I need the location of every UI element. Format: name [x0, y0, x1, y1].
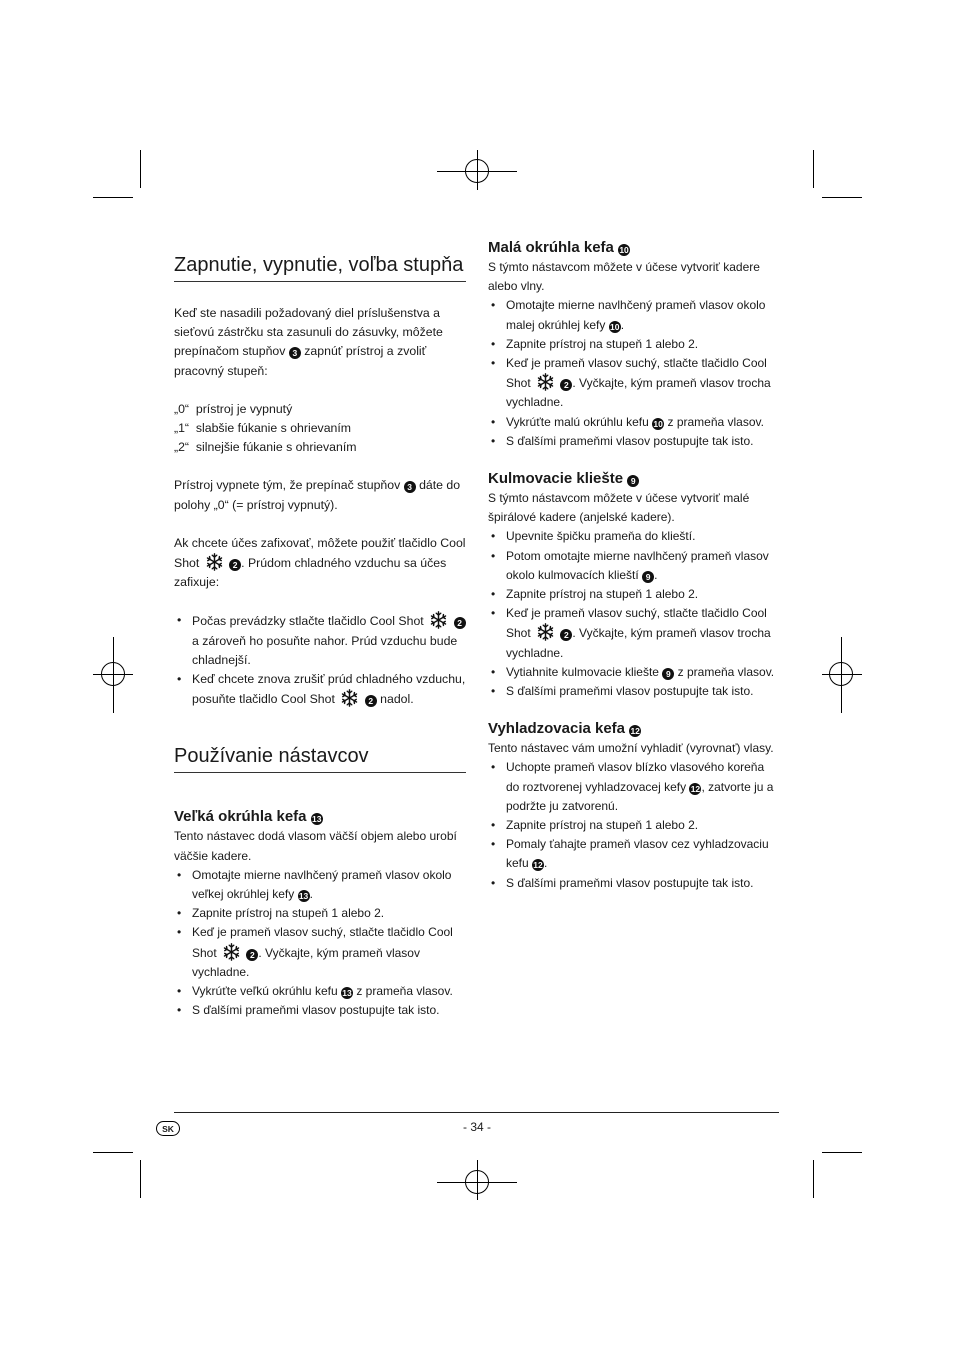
list-item: • Keď je prameň vlasov suchý, stlačte tlačidlo Cool Shot 2 . Vyčkajte, kým prameň vlasov trocha vychladne.: [488, 354, 780, 413]
part-number-badge: 13: [342, 988, 352, 999]
part-number-badge: 2: [454, 617, 466, 629]
subsection-title: Vyhladzovacia kefa 12: [488, 720, 640, 738]
left-column: [174, 255, 466, 1020]
list-item: • Počas prevádzky stlačte tlačidlo Cool Shot 2 a zároveň ho posuňte nahor. Prúd vzduchu bude chladnejší.: [174, 611, 466, 670]
list-item: • S ďalšími prameňmi vlasov postupujte tak isto.: [174, 1001, 466, 1020]
section-title-attachments: Používanie nástavcov: [174, 746, 466, 773]
power-off-text: Prístroj vypnete tým, že prepínač stupňov 3 dáte do polohy „0“ (= prístroj vypnutý).: [174, 478, 461, 512]
cool-shot-list: [174, 611, 466, 709]
subsection-title: Veľká okrúhla kefa 13: [174, 808, 322, 826]
part-number-badge: 2: [560, 379, 572, 391]
part-number-badge: 9: [642, 571, 654, 583]
list-item: • Zapnite prístroj na stupeň 1 alebo 2.: [174, 904, 466, 923]
snowflake-icon: [429, 611, 448, 629]
list-item: • Vytiahnite kulmovacie kliešte 9 z prameňa vlasov.: [488, 663, 780, 682]
part-number-badge: 2: [229, 559, 241, 571]
part-number-badge: 9: [662, 668, 674, 680]
list-item: • Keď je prameň vlasov suchý, stlačte tlačidlo Cool Shot 2 . Vyčkajte, kým prameň vlasov vychladne.: [174, 923, 466, 982]
part-number-badge: 3: [404, 481, 416, 493]
part-number-badge: 12: [630, 726, 640, 737]
list-item: • Keď chcete znova zrušiť prúd chladného vzduchu, posuňte tlačidlo Cool Shot 2 nadol.: [174, 670, 466, 709]
section-title-power: Zapnutie, vypnutie, voľba stupňa: [174, 255, 466, 282]
subsection-intro: Tento nástavec vám umožní vyhladiť (vyrovnať) vlasy.: [488, 741, 774, 756]
list-item: • Pomaly ťahajte prameň vlasov cez vyhladzovaciu kefu 12.: [488, 835, 780, 873]
part-number-badge: 2: [365, 695, 377, 707]
language-badge: SK: [156, 1121, 180, 1136]
part-number-badge: 10: [609, 321, 620, 332]
part-number-badge: 12: [533, 860, 543, 871]
part-number-badge: 12: [690, 783, 701, 794]
right-column: [488, 238, 780, 893]
list-item: • Zapnite prístroj na stupeň 1 alebo 2.: [488, 585, 780, 604]
level-item: „1“ slabšie fúkanie s ohrievaním: [174, 421, 352, 436]
level-item: „2“ silnejšie fúkanie s ohrievaním: [174, 440, 357, 455]
list-item: • Upevnite špičku prameňa do klieští.: [488, 527, 780, 546]
subsection-title: Kulmovacie kliešte 9: [488, 469, 780, 489]
snowflake-icon: [205, 553, 224, 571]
subsection-intro: Tento nástavec dodá vlasom väčší objem alebo urobí väčšie kadere.: [174, 829, 457, 863]
list-item: • Potom omotajte mierne navlhčený prameň vlasov okolo kulmovacích klieští 9 .: [488, 547, 780, 585]
snowflake-icon: [340, 689, 359, 707]
snowflake-icon: [536, 623, 555, 641]
part-number-badge: 13: [311, 814, 322, 825]
part-number-badge: 10: [619, 245, 629, 255]
level-item: „0“ prístroj je vypnutý: [174, 401, 293, 416]
list-item: • Keď je prameň vlasov suchý, stlačte tlačidlo Cool Shot 2 . Vyčkajte, kým prameň vlasov trocha vychladne.: [488, 604, 780, 663]
list-item: • Zapnite prístroj na stupeň 1 alebo 2.: [488, 816, 780, 835]
instruction-list: [174, 866, 466, 1021]
instruction-list: [488, 527, 780, 701]
part-number-badge: 10: [653, 418, 663, 429]
part-number-badge: 3: [289, 347, 301, 359]
snowflake-icon: [222, 943, 241, 961]
page-number: - 34 -: [462, 1120, 491, 1134]
list-item: • Uchopte prameň vlasov blízko vlasového koreňa do roztvorenej vyhladzovacej kefy 12, zatvorte ju a podržte ju zatvorenú.: [488, 758, 780, 816]
instruction-list: [488, 758, 780, 892]
list-item: • S ďalšími prameňmi vlasov postupujte tak isto.: [488, 874, 780, 893]
power-intro: Keď ste nasadili požadovaný diel príslušenstva a sieťovú zástrčku sta zasunuli do zásuvky, môžete prepínačom stupňov 3 zapnúť prístroj a zvoliť pracovný stupeň:: [174, 306, 443, 378]
list-item: • Zapnite prístroj na stupeň 1 alebo 2.: [488, 335, 780, 354]
part-number-badge: 2: [560, 629, 572, 641]
footer-rule: [174, 1112, 779, 1113]
subsection-title: Malá okrúhla kefa 10: [488, 239, 629, 256]
snowflake-icon: [536, 373, 555, 391]
part-number-badge: 2: [246, 949, 258, 961]
list-item: • Omotajte mierne navlhčený prameň vlasov okolo veľkej okrúhlej kefy 13.: [174, 866, 466, 904]
part-number-badge: 9: [627, 475, 639, 487]
subsection-intro: S týmto nástavcom môžete v účese vytvoriť malé špirálové kadere (anjelské kadere).: [488, 491, 750, 525]
part-number-badge: 13: [298, 891, 309, 902]
instruction-list: [488, 296, 780, 451]
list-item: • Vykrúťte veľkú okrúhlu kefu 13 z prameňa vlasov.: [174, 982, 466, 1001]
list-item: • Omotajte mierne navlhčený prameň vlasov okolo malej okrúhlej kefy 10.: [488, 296, 780, 334]
list-item: • S ďalšími prameňmi vlasov postupujte tak isto.: [488, 432, 780, 451]
level-list: [174, 400, 466, 458]
subsection-intro: S týmto nástavcom môžete v účese vytvoriť kadere alebo vlny.: [488, 260, 760, 294]
cool-shot-text: Ak chcete účes zafixovať, môžete použiť tlačidlo Cool Shot 2 . Prúdom chladného vzduchu sa účes zafixuje:: [174, 535, 466, 590]
list-item: • Vykrúťte malú okrúhlu kefu 10 z prameňa vlasov.: [488, 413, 780, 432]
list-item: • S ďalšími prameňmi vlasov postupujte tak isto.: [488, 682, 780, 701]
